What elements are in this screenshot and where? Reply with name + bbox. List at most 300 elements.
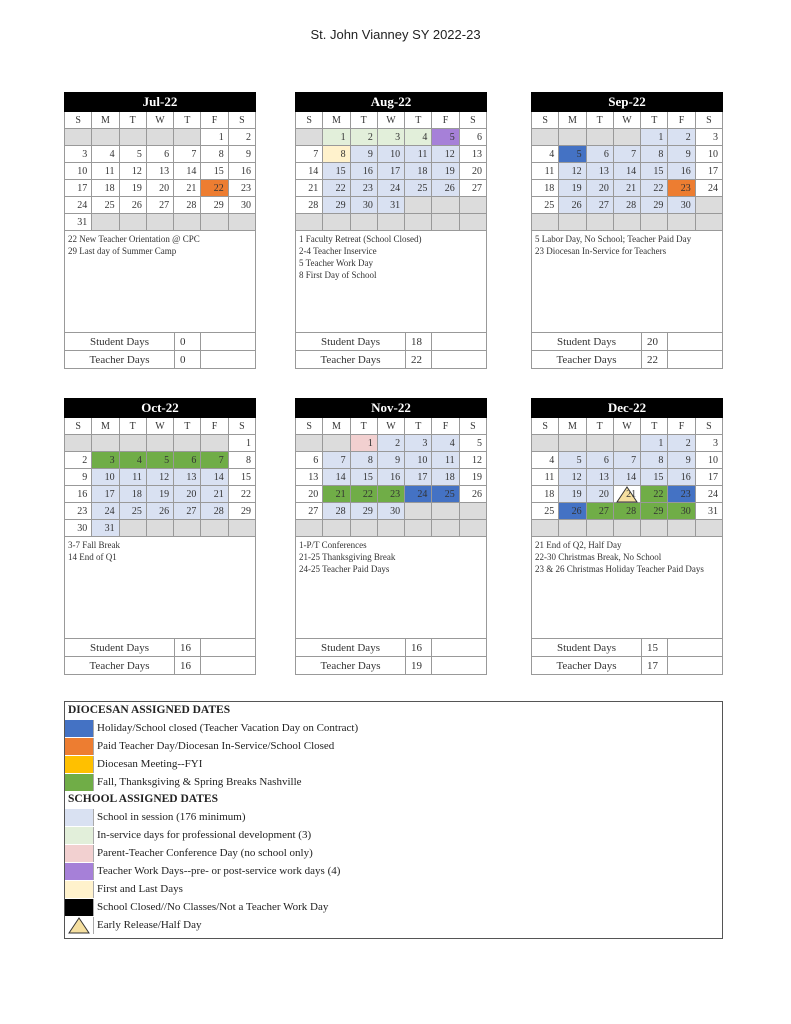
- day-cell: 10: [65, 163, 92, 180]
- student-days-value: 15: [642, 639, 668, 657]
- day-cell: 20: [586, 486, 613, 503]
- day-cell: 9: [668, 452, 695, 469]
- legend-swatch: [65, 774, 94, 791]
- weekday-header: M: [323, 418, 350, 435]
- day-cell: 26: [459, 486, 486, 503]
- weekday-header: T: [641, 418, 668, 435]
- weekday-header: S: [695, 418, 722, 435]
- day-cell: 7: [613, 146, 640, 163]
- teacher-days-label: Teacher Days: [296, 657, 406, 675]
- weekday-header: S: [65, 418, 92, 435]
- weekday-header: W: [146, 418, 173, 435]
- empty-cell: [559, 435, 586, 452]
- student-days-blank: [432, 639, 487, 657]
- legend-item: [65, 898, 722, 916]
- day-cell: 4: [405, 129, 432, 146]
- day-cell: 31: [65, 214, 92, 231]
- day-cell: 24: [405, 486, 432, 503]
- day-cell: 8: [641, 452, 668, 469]
- legend-swatch: [65, 827, 94, 844]
- day-cell: 15: [228, 469, 255, 486]
- empty-cell: [695, 214, 722, 231]
- day-cell: 6: [586, 146, 613, 163]
- day-cell: 16: [668, 163, 695, 180]
- legend-swatch: [65, 738, 94, 755]
- month-table: [295, 398, 487, 537]
- empty-cell: [65, 435, 92, 452]
- day-cell: 8: [641, 146, 668, 163]
- empty-cell: [559, 129, 586, 146]
- empty-cell: [668, 214, 695, 231]
- month-notes: [295, 231, 487, 333]
- note-line: 21-25 Thanksgiving Break: [299, 552, 396, 562]
- day-cell: 18: [119, 486, 146, 503]
- month-calendar: [64, 398, 256, 675]
- day-cell: 23: [377, 486, 404, 503]
- empty-cell: [432, 197, 459, 214]
- day-cell: 30: [377, 503, 404, 520]
- day-cell: 19: [459, 469, 486, 486]
- legend-school-heading: SCHOOL ASSIGNED DATES: [68, 793, 218, 805]
- day-cell: 18: [532, 180, 559, 197]
- empty-cell: [350, 520, 377, 537]
- day-cell: 31: [695, 503, 722, 520]
- student-days-value: 18: [406, 333, 432, 351]
- day-cell: 20: [296, 486, 323, 503]
- weekday-header: S: [296, 418, 323, 435]
- legend-label: First and Last Days: [97, 883, 183, 895]
- student-days-label: Student Days: [532, 333, 642, 351]
- day-cell: 1: [350, 435, 377, 452]
- day-cell: 1: [201, 129, 228, 146]
- day-cell: 22: [228, 486, 255, 503]
- empty-cell: [296, 520, 323, 537]
- day-cell: 24: [695, 486, 722, 503]
- day-cell: 6: [174, 452, 201, 469]
- day-cell: 15: [350, 469, 377, 486]
- day-cell: 21: [613, 486, 640, 503]
- day-cell: 13: [146, 163, 173, 180]
- day-cell: 16: [350, 163, 377, 180]
- day-cell: 22: [641, 180, 668, 197]
- day-cell: 4: [532, 146, 559, 163]
- day-cell: 13: [296, 469, 323, 486]
- weekday-header: W: [377, 112, 404, 129]
- empty-cell: [296, 214, 323, 231]
- day-cell: 26: [119, 197, 146, 214]
- teacher-days-value: 19: [406, 657, 432, 675]
- day-cell: 12: [559, 469, 586, 486]
- day-cell: 5: [146, 452, 173, 469]
- teacher-days-value: 17: [642, 657, 668, 675]
- empty-cell: [559, 214, 586, 231]
- empty-cell: [586, 435, 613, 452]
- day-cell: 25: [432, 486, 459, 503]
- note-line: 22 New Teacher Orientation @ CPC: [68, 234, 200, 244]
- legend-swatch: [65, 756, 94, 773]
- day-cell: 26: [432, 180, 459, 197]
- day-cell: 4: [432, 435, 459, 452]
- day-cell: 30: [65, 520, 92, 537]
- day-cell: 6: [146, 146, 173, 163]
- legend: [64, 701, 723, 939]
- empty-cell: [459, 503, 486, 520]
- day-cell: 24: [377, 180, 404, 197]
- empty-cell: [350, 214, 377, 231]
- empty-cell: [296, 435, 323, 452]
- weekday-header: S: [228, 418, 255, 435]
- day-cell: 8: [228, 452, 255, 469]
- month-title: Jul-22: [65, 93, 256, 112]
- day-cell: 18: [92, 180, 119, 197]
- day-cell: 8: [350, 452, 377, 469]
- day-cell: 29: [201, 197, 228, 214]
- teacher-days-value: 16: [175, 657, 201, 675]
- empty-cell: [92, 214, 119, 231]
- day-cell: 30: [228, 197, 255, 214]
- day-cell: 16: [377, 469, 404, 486]
- empty-cell: [559, 520, 586, 537]
- day-cell: 2: [668, 435, 695, 452]
- day-cell: 15: [641, 163, 668, 180]
- day-cell: 13: [586, 163, 613, 180]
- empty-cell: [119, 214, 146, 231]
- day-cell: 29: [641, 503, 668, 520]
- note-line: 1 Faculty Retreat (School Closed): [299, 234, 422, 244]
- day-cell: 19: [559, 180, 586, 197]
- empty-cell: [459, 214, 486, 231]
- day-cell: 2: [668, 129, 695, 146]
- day-cell: 26: [559, 503, 586, 520]
- empty-cell: [201, 520, 228, 537]
- weekday-header: T: [174, 418, 201, 435]
- day-cell: 5: [559, 146, 586, 163]
- weekday-header: S: [228, 112, 255, 129]
- weekday-header: M: [92, 112, 119, 129]
- legend-item: [65, 719, 722, 737]
- month-notes: [531, 537, 723, 639]
- day-counts: [64, 332, 256, 369]
- student-days-value: 16: [406, 639, 432, 657]
- legend-label: School in session (176 minimum): [97, 811, 246, 823]
- day-cell: 16: [228, 163, 255, 180]
- month-notes: [64, 537, 256, 639]
- empty-cell: [432, 214, 459, 231]
- day-cell: 19: [146, 486, 173, 503]
- day-cell: 16: [668, 469, 695, 486]
- day-cell: 27: [146, 197, 173, 214]
- empty-cell: [459, 520, 486, 537]
- day-cell: 7: [296, 146, 323, 163]
- day-cell: 11: [92, 163, 119, 180]
- day-cell: 23: [350, 180, 377, 197]
- empty-cell: [459, 197, 486, 214]
- day-cell: 22: [323, 180, 350, 197]
- day-cell: 9: [65, 469, 92, 486]
- empty-cell: [405, 503, 432, 520]
- day-cell: 11: [532, 469, 559, 486]
- month-calendar: [531, 398, 723, 675]
- day-cell: 14: [174, 163, 201, 180]
- month-notes: [531, 231, 723, 333]
- weekday-header: S: [65, 112, 92, 129]
- legend-item: [65, 808, 722, 826]
- empty-cell: [119, 520, 146, 537]
- day-cell: 15: [323, 163, 350, 180]
- day-cell: 3: [92, 452, 119, 469]
- empty-cell: [586, 129, 613, 146]
- teacher-days-blank: [432, 657, 487, 675]
- note-line: 29 Last day of Summer Camp: [68, 246, 177, 256]
- day-cell: 12: [559, 163, 586, 180]
- student-days-label: Student Days: [532, 639, 642, 657]
- empty-cell: [586, 214, 613, 231]
- weekday-header: T: [350, 112, 377, 129]
- day-cell: 27: [459, 180, 486, 197]
- day-cell: 1: [323, 129, 350, 146]
- day-cell: 13: [459, 146, 486, 163]
- empty-cell: [613, 129, 640, 146]
- day-cell: 25: [532, 197, 559, 214]
- day-cell: 12: [119, 163, 146, 180]
- day-cell: 26: [146, 503, 173, 520]
- legend-item: [65, 773, 722, 791]
- empty-cell: [201, 214, 228, 231]
- month-calendar: [295, 398, 487, 675]
- day-cell: 16: [65, 486, 92, 503]
- weekday-header: W: [613, 418, 640, 435]
- day-cell: 23: [228, 180, 255, 197]
- day-cell: 2: [377, 435, 404, 452]
- triangle-icon: [65, 917, 94, 934]
- day-cell: 30: [350, 197, 377, 214]
- empty-cell: [119, 435, 146, 452]
- day-cell: 29: [641, 197, 668, 214]
- month-title: Aug-22: [296, 93, 487, 112]
- day-cell: 27: [586, 503, 613, 520]
- day-cell: 23: [65, 503, 92, 520]
- day-cell: 3: [695, 435, 722, 452]
- day-cell: 21: [613, 180, 640, 197]
- legend-label: Paid Teacher Day/Diocesan In-Service/School Closed: [97, 740, 335, 752]
- day-cell: 9: [668, 146, 695, 163]
- day-cell: 25: [532, 503, 559, 520]
- day-cell: 14: [201, 469, 228, 486]
- teacher-days-blank: [668, 657, 723, 675]
- weekday-header: S: [532, 418, 559, 435]
- legend-diocesan-heading: DIOCESAN ASSIGNED DATES: [68, 704, 231, 716]
- weekday-header: T: [174, 112, 201, 129]
- empty-cell: [432, 503, 459, 520]
- day-cell: 17: [405, 469, 432, 486]
- note-line: 21 End of Q2, Half Day: [535, 540, 622, 550]
- page-title: St. John Vianney SY 2022-23: [310, 27, 481, 42]
- day-cell: 5: [459, 435, 486, 452]
- day-cell: 14: [613, 163, 640, 180]
- empty-cell: [323, 435, 350, 452]
- weekday-header: F: [201, 418, 228, 435]
- empty-cell: [613, 435, 640, 452]
- day-cell: 17: [92, 486, 119, 503]
- day-cell: 1: [641, 129, 668, 146]
- weekday-header: M: [323, 112, 350, 129]
- note-line: 1-P/T Conferences: [299, 540, 367, 550]
- teacher-days-blank: [201, 657, 256, 675]
- month-table: [64, 92, 256, 231]
- day-cell: 7: [613, 452, 640, 469]
- legend-item: [65, 880, 722, 898]
- day-cell: 19: [119, 180, 146, 197]
- weekday-header: F: [432, 418, 459, 435]
- teacher-days-label: Teacher Days: [532, 351, 642, 369]
- weekday-header: T: [405, 112, 432, 129]
- month-title: Dec-22: [532, 399, 723, 418]
- empty-cell: [146, 435, 173, 452]
- day-cell: 19: [432, 163, 459, 180]
- student-days-label: Student Days: [65, 333, 175, 351]
- legend-swatch: [65, 863, 94, 880]
- day-cell: 13: [174, 469, 201, 486]
- weekday-header: S: [532, 112, 559, 129]
- day-cell: 2: [350, 129, 377, 146]
- note-line: 5 Teacher Work Day: [299, 258, 374, 268]
- legend-swatch: [65, 899, 94, 916]
- note-line: 2-4 Teacher Inservice: [299, 246, 377, 256]
- empty-cell: [641, 214, 668, 231]
- day-cell: 9: [350, 146, 377, 163]
- weekday-header: T: [586, 112, 613, 129]
- empty-cell: [532, 129, 559, 146]
- day-cell: 9: [377, 452, 404, 469]
- day-cell: 3: [695, 129, 722, 146]
- day-cell: 2: [65, 452, 92, 469]
- legend-swatch: [65, 720, 94, 737]
- weekday-header: T: [119, 112, 146, 129]
- empty-cell: [532, 214, 559, 231]
- weekday-header: F: [668, 418, 695, 435]
- empty-cell: [668, 520, 695, 537]
- day-cell: 26: [559, 197, 586, 214]
- day-cell: 8: [323, 146, 350, 163]
- weekday-header: F: [668, 112, 695, 129]
- day-cell: 23: [668, 180, 695, 197]
- day-cell: 8: [201, 146, 228, 163]
- empty-cell: [323, 520, 350, 537]
- empty-cell: [377, 520, 404, 537]
- day-cell: 11: [532, 163, 559, 180]
- month-table: [64, 398, 256, 537]
- day-cell: 22: [201, 180, 228, 197]
- teacher-days-value: 22: [406, 351, 432, 369]
- student-days-label: Student Days: [65, 639, 175, 657]
- weekday-header: T: [586, 418, 613, 435]
- day-cell: 14: [323, 469, 350, 486]
- weekday-header: W: [146, 112, 173, 129]
- legend-item: [65, 826, 722, 844]
- day-cell: 20: [586, 180, 613, 197]
- legend-swatch: [65, 881, 94, 898]
- day-cell: 15: [201, 163, 228, 180]
- day-cell: 11: [119, 469, 146, 486]
- day-cell: 18: [405, 163, 432, 180]
- day-cell: 4: [92, 146, 119, 163]
- teacher-days-blank: [668, 351, 723, 369]
- note-line: 23 Diocesan In-Service for Teachers: [535, 246, 667, 256]
- empty-cell: [119, 129, 146, 146]
- empty-cell: [613, 520, 640, 537]
- empty-cell: [65, 129, 92, 146]
- legend-label: Fall, Thanksgiving & Spring Breaks Nashville: [97, 776, 302, 788]
- month-calendar: [531, 92, 723, 369]
- legend-label: In-service days for professional development (3): [97, 829, 312, 841]
- day-cell: 27: [174, 503, 201, 520]
- month-notes: [64, 231, 256, 333]
- month-calendar: [295, 92, 487, 369]
- empty-cell: [405, 520, 432, 537]
- day-cell: 21: [323, 486, 350, 503]
- month-title: Nov-22: [296, 399, 487, 418]
- day-cell: 27: [586, 197, 613, 214]
- day-cell: 29: [228, 503, 255, 520]
- legend-item: [65, 755, 722, 773]
- weekday-header: W: [377, 418, 404, 435]
- day-cell: 21: [174, 180, 201, 197]
- weekday-header: S: [296, 112, 323, 129]
- note-line: 22-30 Christmas Break, No School: [535, 552, 662, 562]
- legend-item: [65, 916, 722, 934]
- empty-cell: [613, 214, 640, 231]
- day-cell: 23: [668, 486, 695, 503]
- student-days-blank: [201, 639, 256, 657]
- empty-cell: [695, 520, 722, 537]
- day-cell: 29: [350, 503, 377, 520]
- weekday-header: S: [695, 112, 722, 129]
- day-cell: 7: [201, 452, 228, 469]
- day-cell: 18: [532, 486, 559, 503]
- month-table: [295, 92, 487, 231]
- empty-cell: [174, 214, 201, 231]
- empty-cell: [377, 214, 404, 231]
- student-days-blank: [201, 333, 256, 351]
- day-cell: 6: [459, 129, 486, 146]
- day-cell: 19: [559, 486, 586, 503]
- empty-cell: [174, 435, 201, 452]
- legend-swatch: [65, 809, 94, 826]
- empty-cell: [405, 197, 432, 214]
- empty-cell: [174, 129, 201, 146]
- day-cell: 28: [296, 197, 323, 214]
- empty-cell: [641, 520, 668, 537]
- empty-cell: [323, 214, 350, 231]
- day-cell: 12: [146, 469, 173, 486]
- day-cell: 10: [405, 452, 432, 469]
- empty-cell: [146, 129, 173, 146]
- day-cell: 31: [92, 520, 119, 537]
- day-cell: 5: [432, 129, 459, 146]
- student-days-blank: [668, 639, 723, 657]
- day-cell: 20: [146, 180, 173, 197]
- day-cell: 17: [695, 469, 722, 486]
- day-cell: 14: [296, 163, 323, 180]
- legend-label: School Closed//No Classes/Not a Teacher Work Day: [97, 901, 329, 913]
- empty-cell: [146, 520, 173, 537]
- legend-label: Holiday/School closed (Teacher Vacation Day on Contract): [97, 722, 359, 734]
- month-title: Sep-22: [532, 93, 723, 112]
- day-cell: 20: [459, 163, 486, 180]
- empty-cell: [532, 520, 559, 537]
- empty-cell: [695, 197, 722, 214]
- empty-cell: [432, 520, 459, 537]
